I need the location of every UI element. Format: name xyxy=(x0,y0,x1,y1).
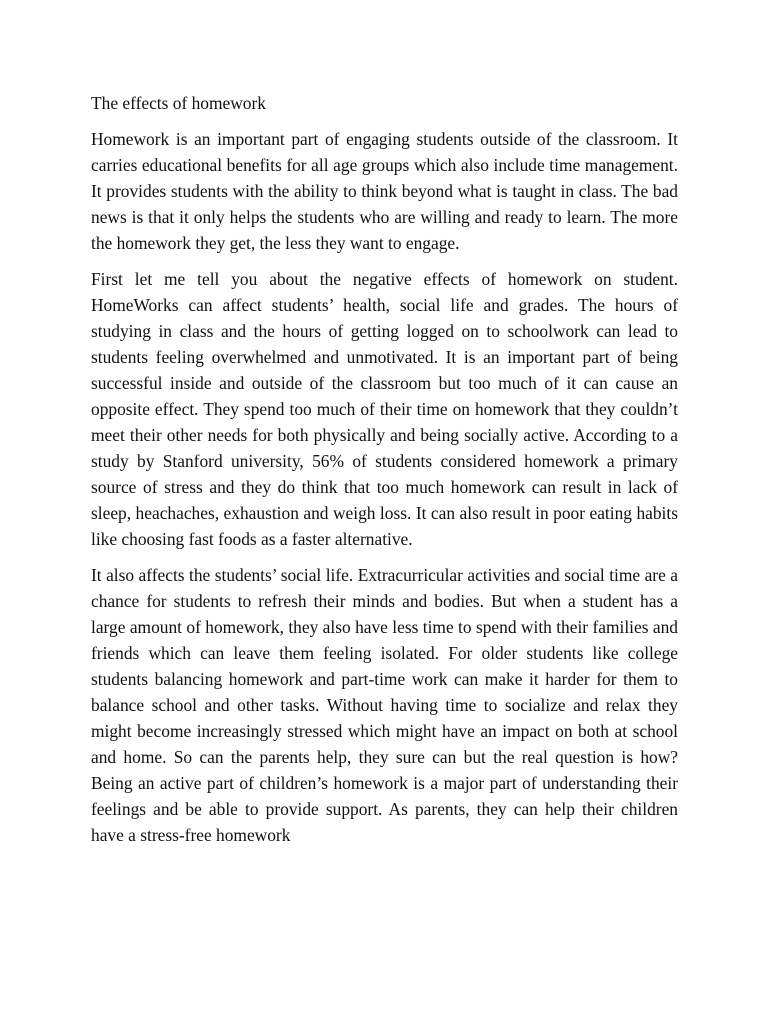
document-title: The effects of homework xyxy=(91,93,266,113)
paragraph-negative-effects: First let me tell you about the negative effects of homework on student. HomeWorks can affect students’ health, social life and grades. The hours of studying in class and the hours of getting logged on to schoolwork can lead to students feeling overwhelmed and unmotivated. It is an important part of being successful inside and outside of the classroom but too much of it can cause an opposite effect. They spend too much of their time on homework that they couldn’t meet their other needs for both physically and being socially active. According to a study by Stanford university, 56% of students considered homework a primary source of stress and they do think that too much homework can result in lack of sleep, heachaches, exhaustion and weigh loss. It can also result in poor eating habits like choosing fast foods as a faster alternative. xyxy=(91,269,678,549)
paragraph-intro: Homework is an important part of engaging students outside of the classroom. It carries educational benefits for all age groups which also include time management. It provides students with the ability to think beyond what is taught in class. The bad news is that it only helps the students who are willing and ready to learn. The more the homework they get, the less they want to engage. xyxy=(91,129,678,253)
document-body xyxy=(91,90,678,858)
paragraph-social-life: It also affects the students’ social life. Extracurricular activities and social time are a chance for students to refresh their minds and bodies. But when a student has a large amount of homework, they also have less time to spend with their families and friends which can leave them feeling isolated. For older students like college students balancing homework and part-time work can make it harder for them to balance school and other tasks. Without having time to socialize and relax they might become increasingly stressed which might have an impact on both at school and home. So can the parents help, they sure can but the real question is how? Being an active part of children’s homework is a major part of understanding their feelings and be able to provide support. As parents, they can help their children have a stress-free homework xyxy=(91,565,678,845)
